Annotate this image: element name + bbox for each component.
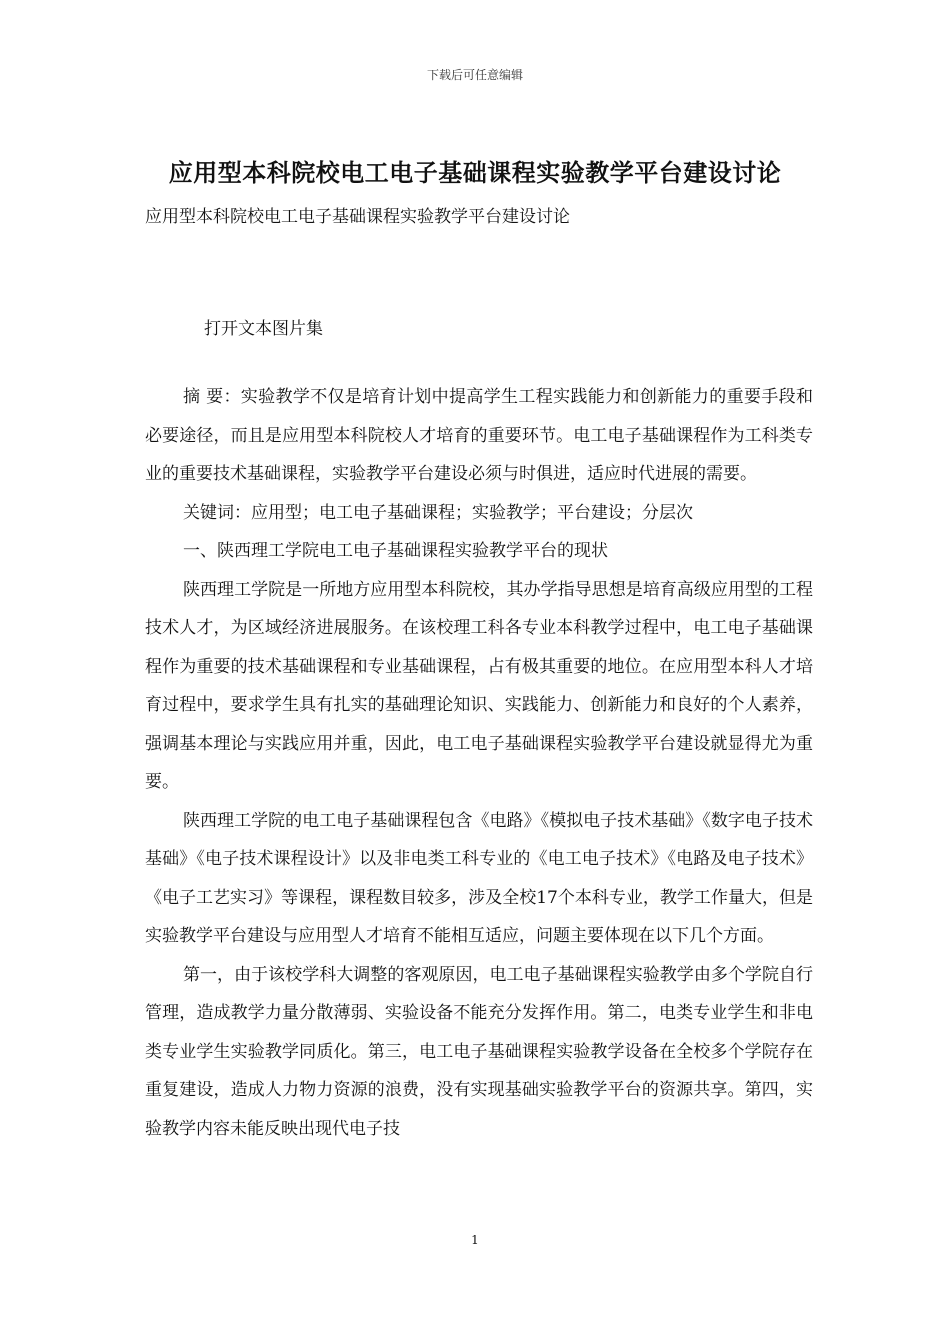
article-body — [145, 378, 813, 1148]
section-heading: 一、陕西理工学院电工电子基础课程实验教学平台的现状 — [183, 541, 608, 561]
abstract-paragraph: 摘 要：实验教学不仅是培育计划中提高学生工程实践能力和创新能力的重要手段和必要途径，而且是应用型本科院校人才培育的重要环节。电工电子基础课程作为工科类专业的重要技术基础课程，实验教学平台建设必须与时俱进，适应时代进展的需要。 — [145, 387, 813, 484]
page-number: 1 — [471, 1233, 479, 1247]
keywords-paragraph: 关键词：应用型；电工电子基础课程；实验教学；平台建设；分层次 — [183, 502, 693, 523]
body-paragraph: 陕西理工学院的电工电子基础课程包含《电路》《模拟电子技术基础》《数字电子技术基础》《电子技术课程设计》以及非电类工科专业的《电工电子技术》《电路及电子技术》《电子工艺实习》等课程，课程数目较多，涉及全校17个本科专业，教学工作量大，但是实验教学平台建设与应用型人才培育不能相互适应，问题主要体现在以下几个方面。 — [145, 810, 813, 946]
document-title: 应用型本科院校电工电子基础课程实验教学平台建设讨论 — [168, 158, 782, 187]
body-paragraph: 第一，由于该校学科大调整的客观原因，电工电子基础课程实验教学由多个学院自行管理，造成教学力量分散薄弱、实验设备不能充分发挥作用。第二，电类专业学生和非电类专业学生实验教学同质化。第三，电工电子基础课程实验教学设备在全校多个学院存在重复建设，造成人力物力资源的浪费，没有实现基础实验教学平台的资源共享。第四，实验教学内容未能反映出现代电子技 — [145, 964, 813, 1139]
body-paragraph: 陕西理工学院是一所地方应用型本科院校，其办学指导思想是培育高级应用型的工程技术人才，为区域经济进展服务。在该校理工科各专业本科教学过程中，电工电子基础课程作为重要的技术基础课程和专业基础课程，占有极其重要的地位。在应用型本科人才培育过程中，要求学生具有扎实的基础理论知识、实践能力、创新能力和良好的个人素养，强调基本理论与实践应用并重，因此，电工电子基础课程实验教学平台建设就显得尤为重要。 — [145, 579, 813, 792]
open-image-gallery-link[interactable]: 打开文本图片集 — [204, 319, 323, 339]
page-header-note: 下载后可任意编辑 — [426, 68, 523, 82]
document-subtitle: 应用型本科院校电工电子基础课程实验教学平台建设讨论 — [145, 207, 570, 227]
